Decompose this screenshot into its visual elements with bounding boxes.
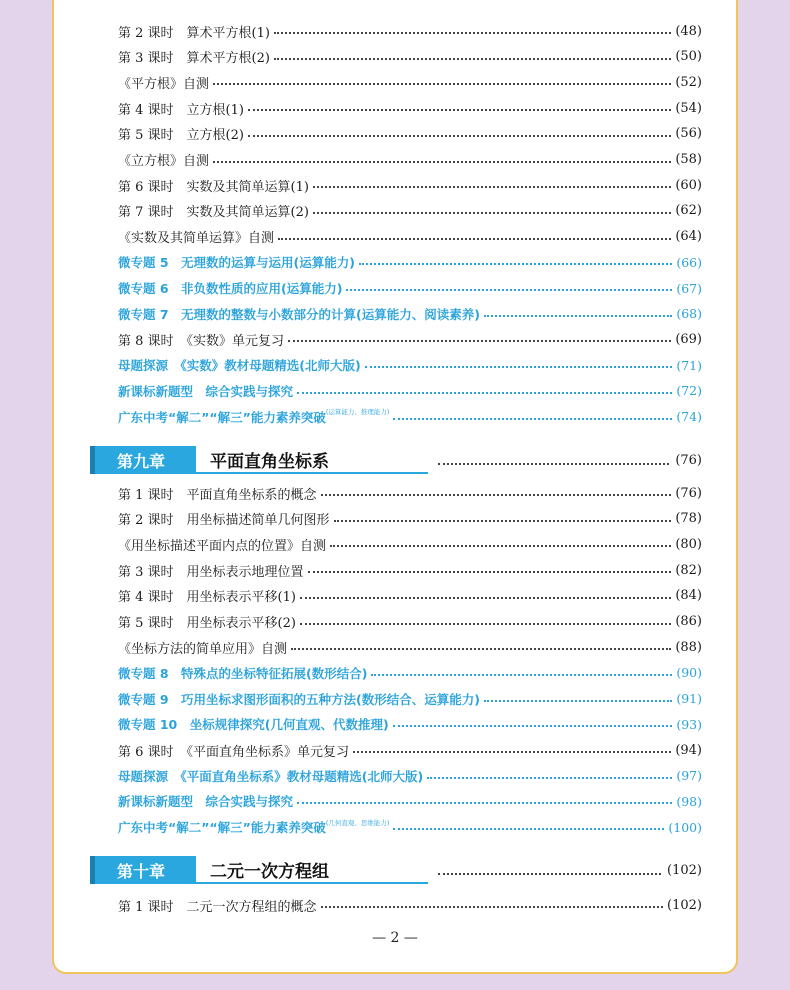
- toc-entry[interactable]: [118, 739, 702, 761]
- leader-dots: [313, 186, 671, 188]
- toc-entry[interactable]: [118, 559, 702, 581]
- entry-title: 第 5 课时 用坐标表示平移(2): [118, 616, 296, 631]
- entry-page: (64): [675, 229, 702, 245]
- entry-title: 第 4 课时 立方根(1): [118, 102, 244, 118]
- toc-entry[interactable]: [118, 662, 702, 684]
- chapter-header-10[interactable]: [90, 855, 702, 885]
- entry-title: 微专题 6 非负数性质的应用(运算能力): [118, 281, 343, 296]
- entry-title: 《立方根》自测: [118, 154, 210, 169]
- entry-page: (88): [675, 639, 702, 655]
- entry-page: (76): [675, 485, 702, 501]
- leader-dots: [321, 494, 672, 496]
- leader-dots: [359, 263, 672, 265]
- leader-dots: [334, 520, 672, 522]
- toc-entry[interactable]: [118, 816, 702, 838]
- leader-dots: [346, 289, 672, 291]
- toc-entry[interactable]: [118, 380, 702, 402]
- leader-dots: [393, 725, 673, 727]
- toc-entry[interactable]: [118, 97, 702, 119]
- chapter-header-9[interactable]: [90, 445, 702, 475]
- entry-title: 微专题 10 坐标规律探究(几何直观、代数推理): [118, 717, 389, 733]
- entry-page: (98): [676, 793, 702, 809]
- entry-page: (52): [675, 74, 702, 90]
- leader-dots: [484, 700, 672, 702]
- entry-title: 第 2 课时 用坐标描述简单几何图形: [118, 513, 330, 529]
- toc-entry[interactable]: [118, 354, 702, 376]
- entry-page: (69): [675, 331, 702, 347]
- entry-page: (67): [676, 280, 702, 296]
- entry-title: 微专题 9 巧用坐标求图形面积的五种方法(数形结合、运算能力): [118, 691, 480, 707]
- entry-page: (58): [675, 152, 702, 167]
- leader-dots: [308, 571, 672, 573]
- entry-page: (82): [675, 562, 702, 578]
- leader-dots: [438, 463, 669, 465]
- entry-title: 新课标新题型 综合实践与探究: [118, 383, 294, 399]
- toc-entry[interactable]: [118, 71, 702, 93]
- entry-title: 《平方根》自测: [118, 76, 210, 92]
- entry-page: (94): [675, 742, 702, 758]
- entry-page: (90): [676, 665, 702, 681]
- chapter-label: 第十章: [90, 856, 196, 884]
- leader-dots: [484, 315, 672, 317]
- toc-entry[interactable]: [118, 200, 702, 222]
- toc-entry[interactable]: [118, 277, 702, 299]
- leader-dots: [213, 83, 671, 85]
- toc-entry[interactable]: [118, 174, 702, 196]
- leader-dots: [291, 648, 671, 650]
- entry-title: 第 6 课时 《平面直角坐标系》单元复习: [118, 744, 350, 760]
- chapter-page: (76): [675, 452, 702, 468]
- entry-title: 第 2 课时 算术平方根(1): [118, 25, 270, 41]
- entry-title: 《坐标方法的简单应用》自测: [118, 641, 288, 657]
- leader-dots: [393, 828, 664, 830]
- entry-title: 第 1 课时 平面直角坐标系的概念: [118, 487, 317, 503]
- chapter-page: (102): [667, 862, 702, 878]
- chapter-label: 第九章: [90, 446, 196, 474]
- chapter-title: 平面直角坐标系: [196, 446, 428, 474]
- entry-page: (86): [675, 614, 702, 629]
- toc-entry[interactable]: [118, 328, 702, 350]
- toc-entry[interactable]: [118, 20, 702, 42]
- entry-title: 第 3 课时 算术平方根(2): [118, 51, 270, 67]
- entry-note: (运算能力、推理能力): [325, 408, 390, 416]
- entry-title: 新课标新题型 综合实践与探究: [118, 794, 294, 810]
- leader-dots: [393, 418, 672, 420]
- leader-dots: [313, 212, 671, 214]
- entry-title: 第 8 课时 《实数》单元复习: [118, 333, 285, 349]
- leader-dots: [300, 597, 671, 599]
- leader-dots: [353, 751, 671, 753]
- toc-entry[interactable]: [118, 251, 702, 273]
- leader-dots: [248, 135, 671, 137]
- entry-page: (71): [676, 357, 702, 373]
- entry-title: 《用坐标描述平面内点的位置》自测: [118, 538, 327, 554]
- toc-entry[interactable]: [118, 611, 702, 633]
- entry-page: (56): [675, 126, 702, 142]
- toc-entry[interactable]: [118, 894, 702, 916]
- leader-dots: [297, 802, 672, 804]
- entry-title: 第 7 课时 实数及其简单运算(2): [118, 205, 309, 221]
- toc-entry[interactable]: [118, 226, 702, 248]
- entry-page: (93): [676, 716, 702, 732]
- entry-title: 母题探源 《平面直角坐标系》教材母题精选(北师大版): [118, 768, 424, 784]
- entry-title: 微专题 7 无理数的整数与小数部分的计算(运算能力、阅读素养): [118, 306, 480, 322]
- entry-title: 广东中考“解二”“解三”能力素养突破: [118, 820, 326, 836]
- entry-title: 第 4 课时 用坐标表示平移(1): [118, 590, 296, 606]
- entry-title: 第 6 课时 实数及其简单运算(1): [118, 179, 309, 195]
- toc-entry[interactable]: [118, 149, 702, 171]
- entry-title: 第 3 课时 用坐标表示地理位置: [118, 564, 304, 580]
- leader-dots: [321, 906, 663, 908]
- toc-entry[interactable]: [118, 303, 702, 325]
- entry-title: 微专题 8 特殊点的坐标特征拓展(数形结合): [118, 665, 368, 681]
- entry-title: 第 5 课时 立方根(2): [118, 128, 244, 144]
- leader-dots: [274, 32, 671, 34]
- page-number: — 2 —: [372, 930, 418, 946]
- entry-page: (100): [668, 819, 702, 835]
- toc-entry[interactable]: [118, 482, 702, 504]
- leader-dots: [300, 623, 671, 625]
- toc-entry[interactable]: [118, 585, 702, 607]
- leader-dots: [427, 777, 672, 779]
- leader-dots: [297, 392, 672, 394]
- entry-page: (50): [675, 49, 702, 65]
- entry-page: (74): [676, 409, 702, 424]
- leader-dots: [438, 873, 661, 875]
- entry-page: (78): [675, 511, 702, 527]
- toc-entry[interactable]: [118, 508, 702, 530]
- leader-dots: [371, 674, 672, 676]
- toc-entry[interactable]: [118, 765, 702, 787]
- entry-title: 微专题 5 无理数的运算与运用(运算能力): [118, 255, 355, 271]
- toc-entry[interactable]: [118, 713, 702, 735]
- leader-dots: [274, 58, 671, 60]
- entry-page: (60): [675, 177, 702, 193]
- entry-page: (48): [675, 23, 702, 39]
- entry-page: (84): [675, 588, 702, 604]
- entry-page: (97): [676, 768, 702, 784]
- entry-title: 母题探源 《实数》教材母题精选(北师大版): [118, 358, 361, 374]
- entry-page: (102): [667, 897, 702, 913]
- entry-page: (66): [676, 254, 702, 270]
- entry-page: (80): [675, 536, 702, 552]
- toc-entry[interactable]: [118, 533, 702, 555]
- leader-dots: [288, 340, 671, 342]
- entry-page: (54): [675, 100, 702, 116]
- entry-page: (72): [676, 383, 702, 399]
- entry-title: 广东中考“解二”“解三”能力素养突破: [118, 409, 326, 425]
- toc-entry[interactable]: [118, 790, 702, 812]
- leader-dots: [330, 545, 671, 547]
- toc-entry[interactable]: [118, 406, 702, 428]
- toc-entry[interactable]: [118, 688, 702, 710]
- entry-title: 《实数及其简单运算》自测: [118, 231, 275, 247]
- leader-dots: [213, 161, 671, 163]
- entry-page: (68): [676, 306, 702, 322]
- leader-dots: [278, 238, 671, 240]
- leader-dots: [365, 366, 673, 368]
- entry-title: 第 1 课时 二元一次方程组的概念: [118, 899, 317, 915]
- leader-dots: [248, 109, 671, 111]
- toc-entry[interactable]: [118, 636, 702, 658]
- toc-entry[interactable]: [118, 46, 702, 68]
- entry-note: (几何直观、思维能力): [325, 818, 390, 827]
- entry-page: (62): [675, 203, 702, 219]
- toc-entry[interactable]: [118, 123, 702, 145]
- entry-page: (91): [676, 691, 702, 707]
- chapter-title: 二元一次方程组: [196, 856, 428, 884]
